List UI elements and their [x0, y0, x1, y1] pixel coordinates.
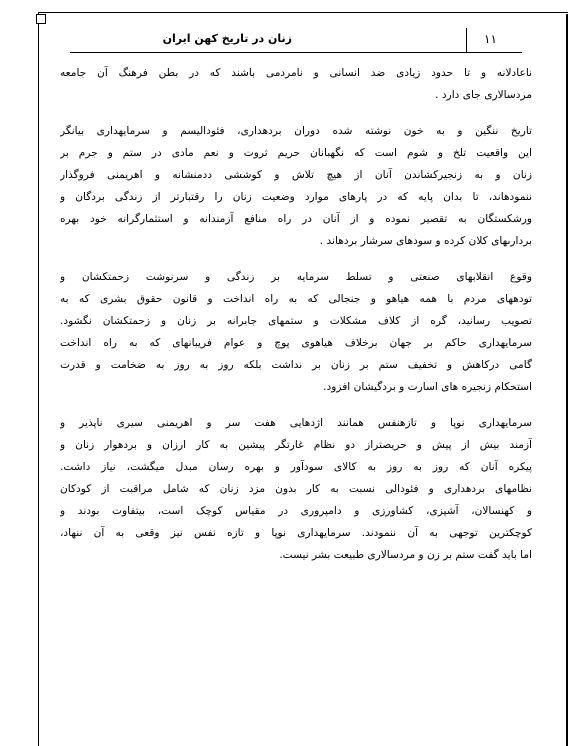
paragraph — [60, 412, 532, 566]
text-line: سرمایهداری نوپا و تازهنفس همانند اژدهایی هفت سر و اهریمنی سیری ناپذیر و — [60, 417, 532, 429]
paragraph — [60, 120, 532, 252]
text-line: اما باید گفت ستم بر زن و مردسالاری طبیعت بشر نیست. — [279, 549, 532, 561]
page-number: ۱۱ — [484, 32, 497, 46]
text-line: این واقعیت تلخ و شوم است که نگهبانان حریم ثروت و نعم مادی در ستم و جرم بر — [60, 147, 532, 159]
text-line: تاریخ ننگین و به خون نوشته شده دوران بردهداری، فئودالیسم و سرمایهداری بیانگر — [60, 125, 532, 137]
text-line: تصویب رسانید، گره از کلاف مشکلات و ستمهای جابرانه بر زنان و زحمتکشان نگشود. — [60, 315, 532, 327]
header-divider — [466, 28, 467, 52]
text-line: استحکام زنجیره های اسارت و بردگیشان افزود. — [323, 381, 532, 393]
text-line: ورشکستگان به تقصیر نموده و از آنان در راه منافع آزمندانه و استثمارگرانه خود بهره — [60, 213, 532, 225]
text-line: نظامهای بردهداری و فئودالی نسبت به کار بدون مزد زنان که شامل مراقبت از کودکان — [60, 483, 532, 495]
corner-mark-icon — [36, 14, 46, 24]
text-line: گامی درکاهش و تخفیف ستم بر زنان بر نداشت بلکه روز به روز به ضخامت و قدرت — [60, 359, 532, 371]
text-line: کوچکترین توجهی به آن ننمودند. سرمایهداری نوپا و تازه نفس نیز وقعی به آن ننهاد، — [60, 527, 532, 539]
text-line: مردسالاری جای دارد . — [435, 89, 532, 101]
text-line: سرمایهداری حاکم بر جهان برخلاف هیاهوی پوچ و عوام فریبانهای که به راه انداخت — [60, 337, 532, 349]
text-line: تودههای مردم با همه هیاهو و جنجالی که به راه انداخت و قانون حقوق بشری که به — [60, 293, 532, 305]
paragraph — [60, 62, 532, 106]
text-line: آزمند بیش از پیش و حریصتراز دو نظام غارتگر پیشین به کار ارزان و بردهوار زنان و — [60, 439, 532, 451]
text-line: بردارىهای کلان کرده و سودهای سرشار بردهاند . — [319, 235, 532, 247]
page-frame-top — [38, 12, 568, 13]
text-line: وقوع انقلابهای صنعتی و تسلط سرمایه بر زندگی و سرنوشت زحمتکشان و — [60, 271, 532, 283]
text-line: ناعادلانه و تا حدود زیادی ضد انسانی و نامردمی باشند که در بطن فرهنگ آن جامعه — [60, 67, 532, 79]
body-text — [60, 62, 532, 580]
text-line: ننمودهاند، تا بدان پایه که در پارهای موارد وضعیت زنان را رقتبارتر از زندگی بردگان و — [60, 191, 532, 203]
running-header — [70, 28, 522, 53]
paragraph — [60, 266, 532, 398]
text-line: پیکره آنان که روز به روز به کالای سودآور و بهره رسان مبدل میگشت، نیاز داشت. — [60, 461, 532, 473]
text-line: و کهنسالان، آشپزی، کشاورزی و دامپروری در مقیاس کوچک است، بیتفاوت بودند و — [60, 505, 532, 517]
header-title: زنان در تاریخ کهن ایران — [162, 32, 292, 45]
text-line: زنان و به زنجیرکشاندن آنان از هیچ تلاش و کوششی ددمنشانه و اهریمنی فروگذار — [60, 169, 532, 181]
page-frame-left — [38, 12, 39, 746]
page-frame-right — [566, 14, 568, 746]
